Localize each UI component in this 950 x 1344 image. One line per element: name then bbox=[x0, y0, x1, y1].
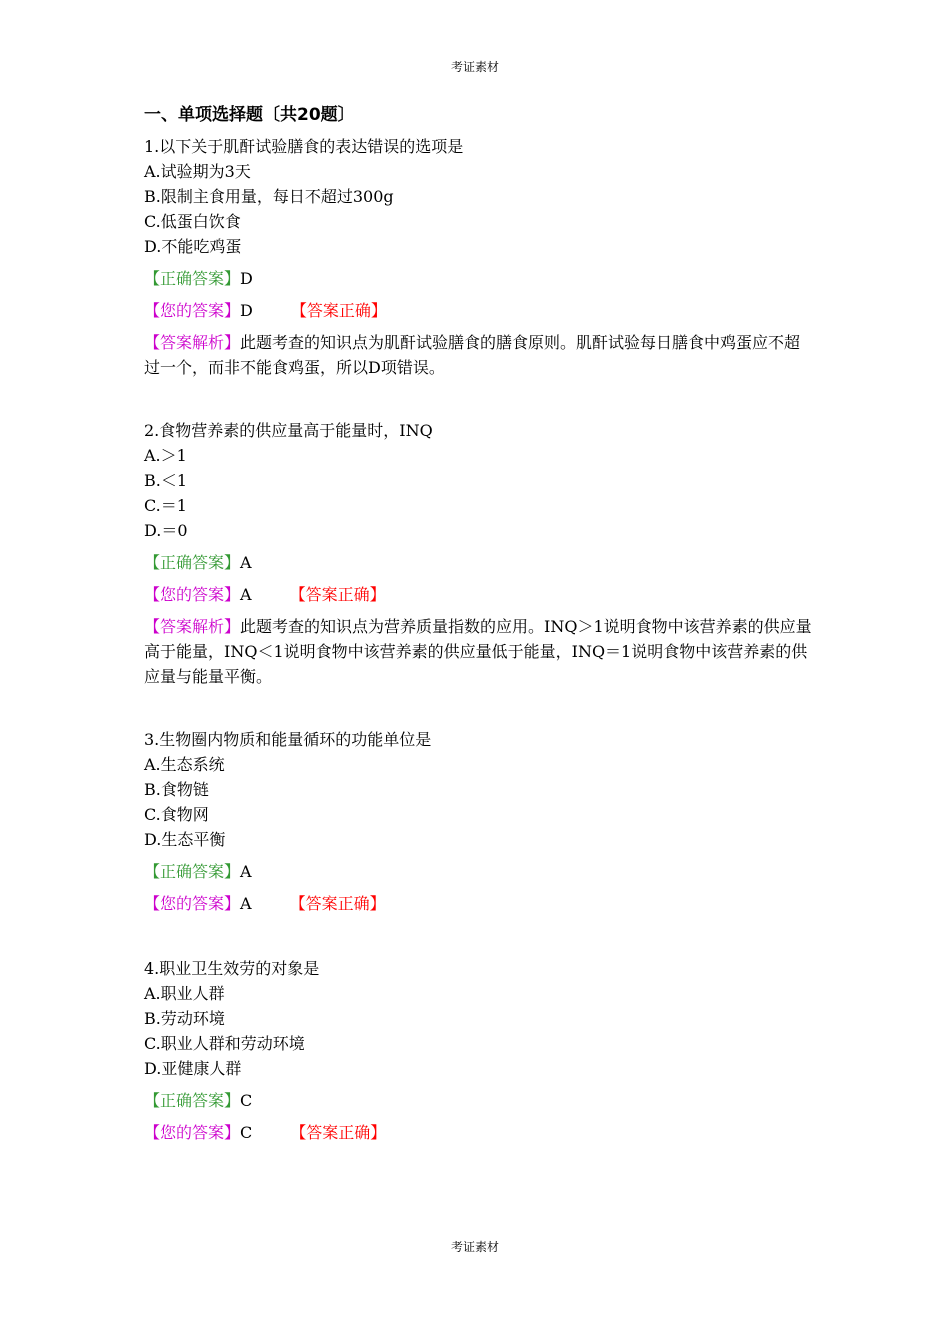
option-c: C.＝1 bbox=[144, 496, 187, 515]
correct-answer-row bbox=[144, 550, 814, 575]
option-c: C.职业人群和劳动环境 bbox=[144, 1034, 305, 1053]
analysis-label: 【答案解析】 bbox=[144, 333, 241, 352]
your-answer-row bbox=[144, 298, 814, 323]
question-1 bbox=[144, 134, 814, 380]
your-answer-value: A bbox=[240, 585, 252, 604]
option-a: A.＞1 bbox=[144, 446, 187, 465]
correct-answer-row bbox=[144, 859, 814, 884]
option-d: D.＝0 bbox=[144, 521, 188, 540]
correct-answer-value: C bbox=[240, 1091, 253, 1110]
correct-answer-value: D bbox=[240, 269, 253, 288]
question-4 bbox=[144, 956, 814, 1145]
option-b: B.劳动环境 bbox=[144, 1009, 225, 1028]
answer-result-label: 【答案正确】 bbox=[289, 894, 386, 913]
page-header: 考证素材 bbox=[450, 60, 499, 74]
option-b: B.限制主食用量，每日不超过300g bbox=[144, 187, 394, 206]
analysis-text: 此题考查的知识点为肌酐试验膳食的膳食原则。肌酐试验每日膳食中鸡蛋应不超过一个，而非不能食鸡蛋，所以D项错误。 bbox=[144, 333, 801, 377]
page-footer: 考证素材 bbox=[450, 1240, 499, 1254]
correct-answer-label: 【正确答案】 bbox=[144, 1091, 241, 1110]
answer-result-label: 【答案正确】 bbox=[289, 585, 386, 604]
question-stem: 3.生物圈内物质和能量循环的功能单位是 bbox=[144, 730, 432, 749]
correct-answer-label: 【正确答案】 bbox=[144, 553, 241, 572]
correct-answer-label: 【正确答案】 bbox=[144, 862, 241, 881]
your-answer-label: 【您的答案】 bbox=[144, 1123, 241, 1142]
analysis-paragraph bbox=[144, 614, 814, 689]
option-a: A.生态系统 bbox=[144, 755, 225, 774]
analysis-label: 【答案解析】 bbox=[144, 617, 241, 636]
correct-answer-value: A bbox=[240, 862, 252, 881]
your-answer-value: C bbox=[240, 1123, 253, 1142]
your-answer-label: 【您的答案】 bbox=[144, 585, 241, 604]
analysis-paragraph bbox=[144, 330, 814, 380]
question-3 bbox=[144, 727, 814, 916]
answer-result-label: 【答案正确】 bbox=[290, 1123, 387, 1142]
option-d: D.不能吃鸡蛋 bbox=[144, 237, 242, 256]
section-title: 一、单项选择题〔共20题〕 bbox=[144, 105, 355, 125]
document-body bbox=[144, 102, 814, 1183]
option-b: B.＜1 bbox=[144, 471, 188, 490]
your-answer-row bbox=[144, 891, 814, 916]
your-answer-value: A bbox=[240, 894, 252, 913]
question-stem: 1.以下关于肌酐试验膳食的表达错误的选项是 bbox=[144, 137, 464, 156]
your-answer-label: 【您的答案】 bbox=[144, 301, 241, 320]
option-b: B.食物链 bbox=[144, 780, 209, 799]
option-d: D.亚健康人群 bbox=[144, 1059, 242, 1078]
analysis-text: 此题考查的知识点为营养质量指数的应用。INQ＞1说明食物中该营养素的供应量高于能量，INQ＜1说明食物中该营养素的供应量低于能量，INQ＝1说明食物中该营养素的供应量与能量平衡。 bbox=[144, 617, 812, 686]
option-c: C.低蛋白饮食 bbox=[144, 212, 241, 231]
option-a: A.职业人群 bbox=[144, 984, 225, 1003]
your-answer-value: D bbox=[240, 301, 253, 320]
correct-answer-row bbox=[144, 266, 814, 291]
option-a: A.试验期为3天 bbox=[144, 162, 251, 181]
question-stem: 2.食物营养素的供应量高于能量时，INQ bbox=[144, 421, 433, 440]
your-answer-label: 【您的答案】 bbox=[144, 894, 241, 913]
your-answer-row bbox=[144, 582, 814, 607]
your-answer-row bbox=[144, 1120, 814, 1145]
answer-result-label: 【答案正确】 bbox=[290, 301, 387, 320]
question-stem: 4.职业卫生效劳的对象是 bbox=[144, 959, 320, 978]
correct-answer-value: A bbox=[240, 553, 252, 572]
option-d: D.生态平衡 bbox=[144, 830, 226, 849]
option-c: C.食物网 bbox=[144, 805, 209, 824]
correct-answer-label: 【正确答案】 bbox=[144, 269, 241, 288]
question-2 bbox=[144, 418, 814, 689]
correct-answer-row bbox=[144, 1088, 814, 1113]
